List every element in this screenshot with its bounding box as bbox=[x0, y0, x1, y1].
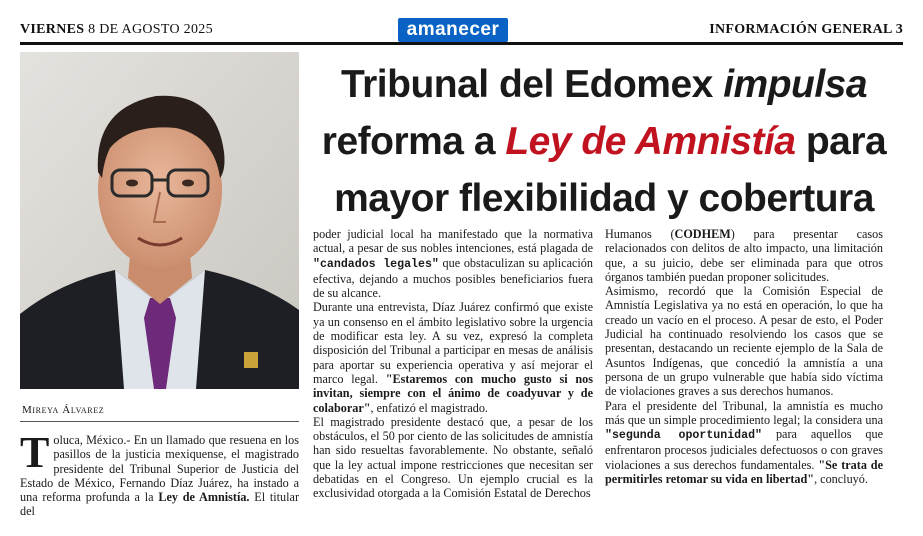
headline-text: para bbox=[795, 120, 887, 163]
section-label: INFORMACIÓN GENERAL 3 bbox=[709, 22, 903, 37]
paragraph-text: , enfatizó el magistrado. bbox=[370, 400, 488, 415]
headline-line-1 bbox=[341, 63, 867, 106]
paragraph-text: poder judicial local ha manifestado que la normativa actual, a pesar de sus nobles intenciones, está plagada de bbox=[313, 227, 593, 256]
bold-text: CODHEM bbox=[674, 227, 731, 241]
headline-text: reforma a bbox=[321, 120, 506, 163]
quote-text: "candados legales" bbox=[313, 257, 439, 271]
issue-day: VIERNES bbox=[20, 22, 85, 37]
paragraph-text: Para el presidente del Tribunal, la amnistía es mucho más que un simple procedimiento legal; la considera una bbox=[605, 398, 883, 427]
paragraph-text: , concluyó. bbox=[814, 472, 868, 487]
paragraph bbox=[605, 227, 883, 284]
headline-law-name: Ley de Amnistía bbox=[505, 120, 796, 163]
portrait-photo bbox=[20, 52, 299, 389]
paragraph-text: Humanos ( bbox=[605, 227, 675, 241]
headline-line-3: mayor flexibilidad y cobertura bbox=[334, 177, 874, 220]
article-headline bbox=[305, 56, 903, 227]
headline-text: Tribunal del Edomex bbox=[340, 63, 724, 106]
paragraph-text: para aquellos que enfrentaron procesos judiciales defectuosos o con graves violaciones a sus derechos fundamentales. bbox=[605, 427, 883, 472]
article-column-1 bbox=[20, 428, 299, 519]
paragraph-text: que obstaculizan su aplicación efectiva, dejando a muchos posibles beneficiarios fuera de su alcance. bbox=[313, 255, 593, 301]
paragraph-text: oluca, México.- En un llamado que resuena en los pasillos de la justicia mexiquense, el magistrado presidente del Tribunal Superior de Justicia del Estado de México, Fernando Díaz Juárez, ha instado a una reforma profunda a la bbox=[20, 433, 299, 505]
issue-date bbox=[20, 22, 213, 38]
portrait-illustration bbox=[20, 52, 299, 389]
paragraph-text: El titular del bbox=[20, 490, 299, 519]
issue-date-text: 8 DE AGOSTO 2025 bbox=[88, 22, 213, 37]
article-column-3 bbox=[605, 227, 883, 486]
paragraph bbox=[313, 227, 593, 300]
lead-paragraph bbox=[20, 428, 299, 519]
newspaper-logo: amanecer bbox=[398, 18, 508, 42]
paragraph-text: ) para presentar casos relacionados con delitos de alto impacto, una limitación que, a su juicio, debe ser eliminada para que otros órganos también puedan proponer solicitudes. bbox=[605, 227, 883, 284]
paragraph: Asimismo, recordó que la Comisión Especial de Amnistía Legislativa ya no está en operación, lo que ha creado un vacío en el proceso. A pesar de esto, el Poder Judicial ha continuado resolviendo los casos que se presentan, destacando un reciente ejemplo de la Sala de Asuntos Indígenas, que concedió la amnistía a una persona de un grupo vulnerable que había sido víctima de violaciones graves a sus derechos humanos. bbox=[605, 284, 883, 399]
article-column-2 bbox=[313, 227, 593, 501]
paragraph bbox=[605, 399, 883, 487]
credit-rule bbox=[20, 421, 299, 422]
quote-text: "Se trata de permitirles retomar su vida en libertad" bbox=[605, 457, 883, 487]
header-rule bbox=[20, 42, 903, 45]
photo-credit: Mireya Álvarez bbox=[22, 404, 105, 416]
bold-text: Ley de Amnistía. bbox=[158, 490, 250, 505]
page-header bbox=[20, 18, 903, 44]
paragraph-text: Durante una entrevista, Díaz Juárez confirmó que existe ya un consenso en el ámbito legislativo sobre la urgencia de modificar esta ley. A su vez, expresó la completa disposición del Tribunal a participar en mesas de análisis para aportar su experiencia operativa y así mejorar el marco legal. bbox=[313, 300, 593, 386]
headline-line-2 bbox=[322, 120, 886, 163]
drop-cap: T bbox=[20, 428, 50, 477]
quote-text: "Estaremos con mucho gusto si nos invitan, siempre con el ánimo de coadyuvar y de colaborar" bbox=[313, 371, 593, 415]
paragraph bbox=[313, 300, 593, 414]
headline-emphasis: impulsa bbox=[723, 63, 868, 106]
quote-text: "segunda oportunidad" bbox=[605, 429, 762, 443]
paragraph: El magistrado presidente destacó que, a pesar de los obstáculos, el 50 por ciento de las solicitudes de amnistía han sido resueltas favorablemente. No obstante, señaló que la ley actual impone restricciones que necesitan ser debatidas en el Congreso. Un ejemplo crucial es la exclusividad otorgada a la Comisión Estatal de Derechos bbox=[313, 414, 593, 501]
